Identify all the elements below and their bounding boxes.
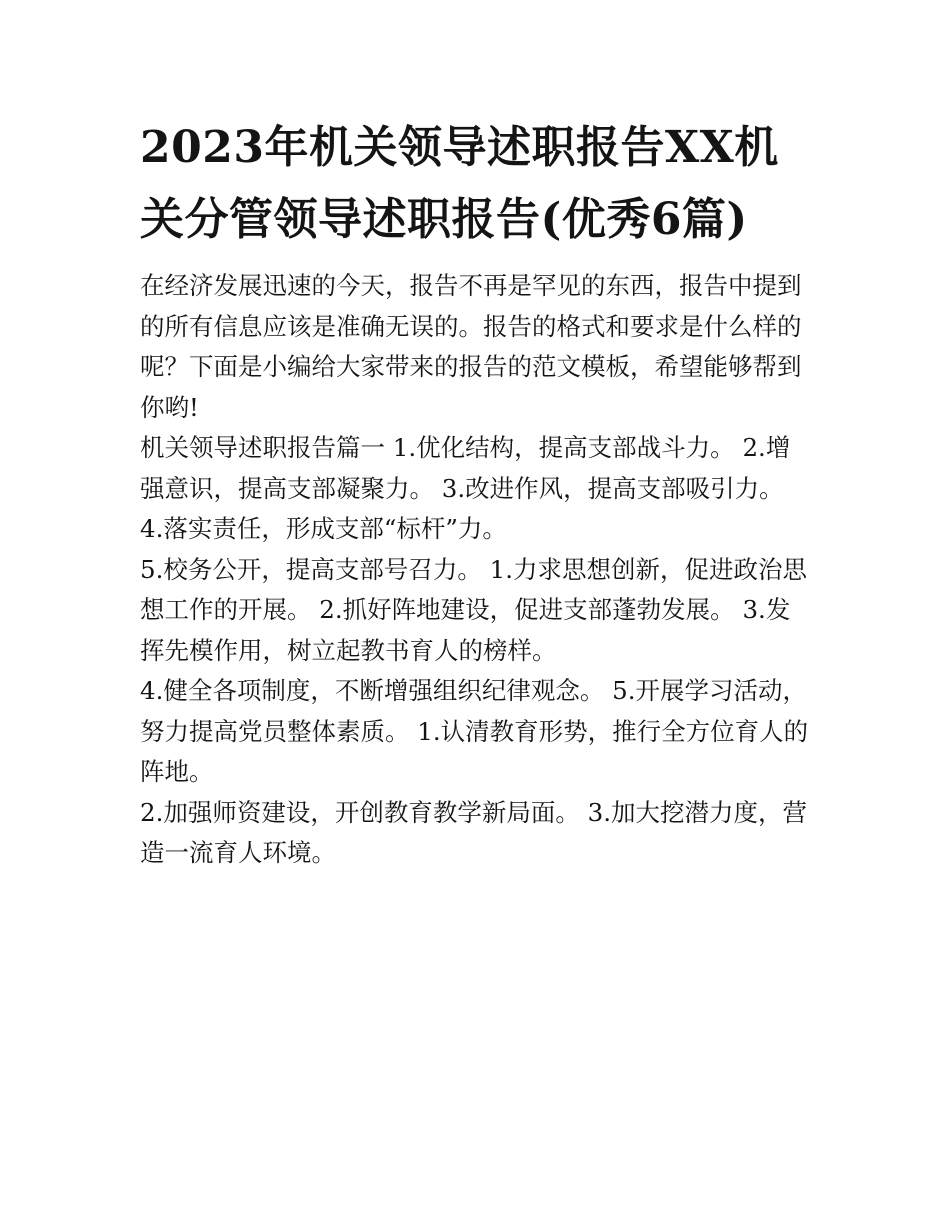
body-paragraph-3: 4.健全各项制度，不断增强组织纪律观念。 5.开展学习活动，努力提高党员整体素质。 1.认清教育形势，推行全方位育人的阵地。 — [140, 676, 809, 786]
intro-paragraph: 在经济发展迅速的今天，报告不再是罕见的东西，报告中提到的所有信息应该是准确无误的。报告的格式和要求是什么样的呢？下面是小编给大家带来的报告的范文模板，希望能够帮到你哟! — [140, 271, 802, 422]
document-page — [140, 112, 812, 874]
body-paragraph-1: 机关领导述职报告篇一 1.优化结构，提高支部战斗力。 2.增强意识，提高支部凝聚力。 3.改进作风，提高支部吸引力。 4.落实责任，形成支部“标杆”力。 — [140, 433, 791, 543]
document-body — [140, 266, 812, 874]
document-title: 2023年机关领导述职报告XX机关分管领导述职报告(优秀6篇) — [140, 122, 779, 245]
body-paragraph-4: 2.加强师资建设，开创教育教学新局面。 3.加大挖潜力度，营造一流育人环境。 — [140, 797, 808, 867]
body-paragraph-2: 5.校务公开，提高支部号召力。 1.力求思想创新，促进政治思想工作的开展。 2.抓好阵地建设，促进支部蓬勃发展。 3.发挥先模作用，树立起教书育人的榜样。 — [140, 554, 808, 665]
